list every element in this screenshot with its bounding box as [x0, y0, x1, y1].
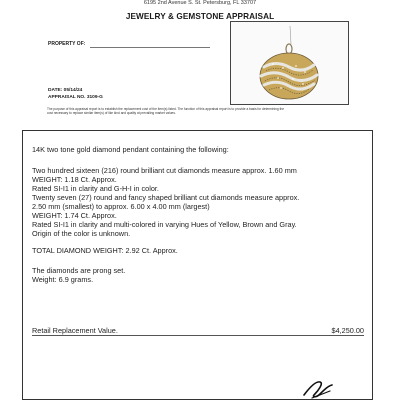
retail-value-label: Retail Replacement Value. [32, 326, 118, 335]
date-value: 05/14/24 [63, 88, 83, 93]
appraiser-signature [300, 377, 336, 400]
detail-line: WEIGHT: 1.18 Ct. Approx. [32, 175, 117, 184]
purpose-statement [47, 107, 352, 115]
purpose-line: The purpose of this appraisal report is to establish the replacement cost of the item(s) listed. The function of this appraisal report is to provide a basis for determining the [47, 107, 285, 111]
detail-line: Rated SI-I1 in clarity and G-H-I in color. [32, 184, 159, 193]
retail-value-line [32, 335, 364, 336]
detail-line: Two hundred sixteen (216) round brilliant cut diamonds measure approx. 1.60 mm [32, 166, 297, 175]
property-of-line [90, 47, 210, 48]
date-appraisal-block [48, 87, 103, 101]
retail-value-amount: $4,250.00 [331, 326, 364, 335]
detail-line: WEIGHT: 1.74 Ct. Approx. [32, 211, 117, 220]
detail-line: 2.50 mm (smallest) to approx. 6.00 x 4.00 mm (largest) [32, 202, 210, 211]
appraisal-number-label: APPRAISAL NO. [48, 95, 86, 100]
pendant-photo-frame [230, 21, 349, 105]
setting-details [32, 266, 367, 284]
diamond-pendant-photo [231, 22, 348, 104]
date-row [48, 87, 103, 94]
detail-line: Origin of the color is unknown. [32, 229, 131, 238]
appraisal-number-value: 3109-G [86, 95, 103, 100]
purpose-line: cost necessary to replace similar item(s) of like kind and quality at prevailing market values. [47, 111, 176, 115]
diamond-details [32, 166, 367, 238]
property-of-label: PROPERTY OF: [48, 41, 86, 47]
item-intro: 14K two tone gold diamond pendant containing the following: [32, 145, 229, 154]
document-title: JEWELRY & GEMSTONE APPRAISAL [125, 12, 275, 21]
detail-line: Weight: 6.9 grams. [32, 275, 94, 284]
date-label: DATE: [48, 88, 63, 93]
detail-line: Twenty seven (27) round and fancy shaped brilliant cut diamonds measure approx. [32, 193, 300, 202]
detail-line: Rated SI-I1 in clarity and multi-colored in varying Hues of Yellow, Brown and Gray. [32, 220, 297, 229]
total-diamond-weight: TOTAL DIAMOND WEIGHT: 2.92 Ct. Approx. [32, 246, 178, 255]
appraisal-number-row [48, 94, 103, 101]
appraiser-address: 6195 2nd Avenue S. St. Petersburg, FL 33707 [143, 0, 257, 6]
detail-line: The diamonds are prong set. [32, 266, 126, 275]
